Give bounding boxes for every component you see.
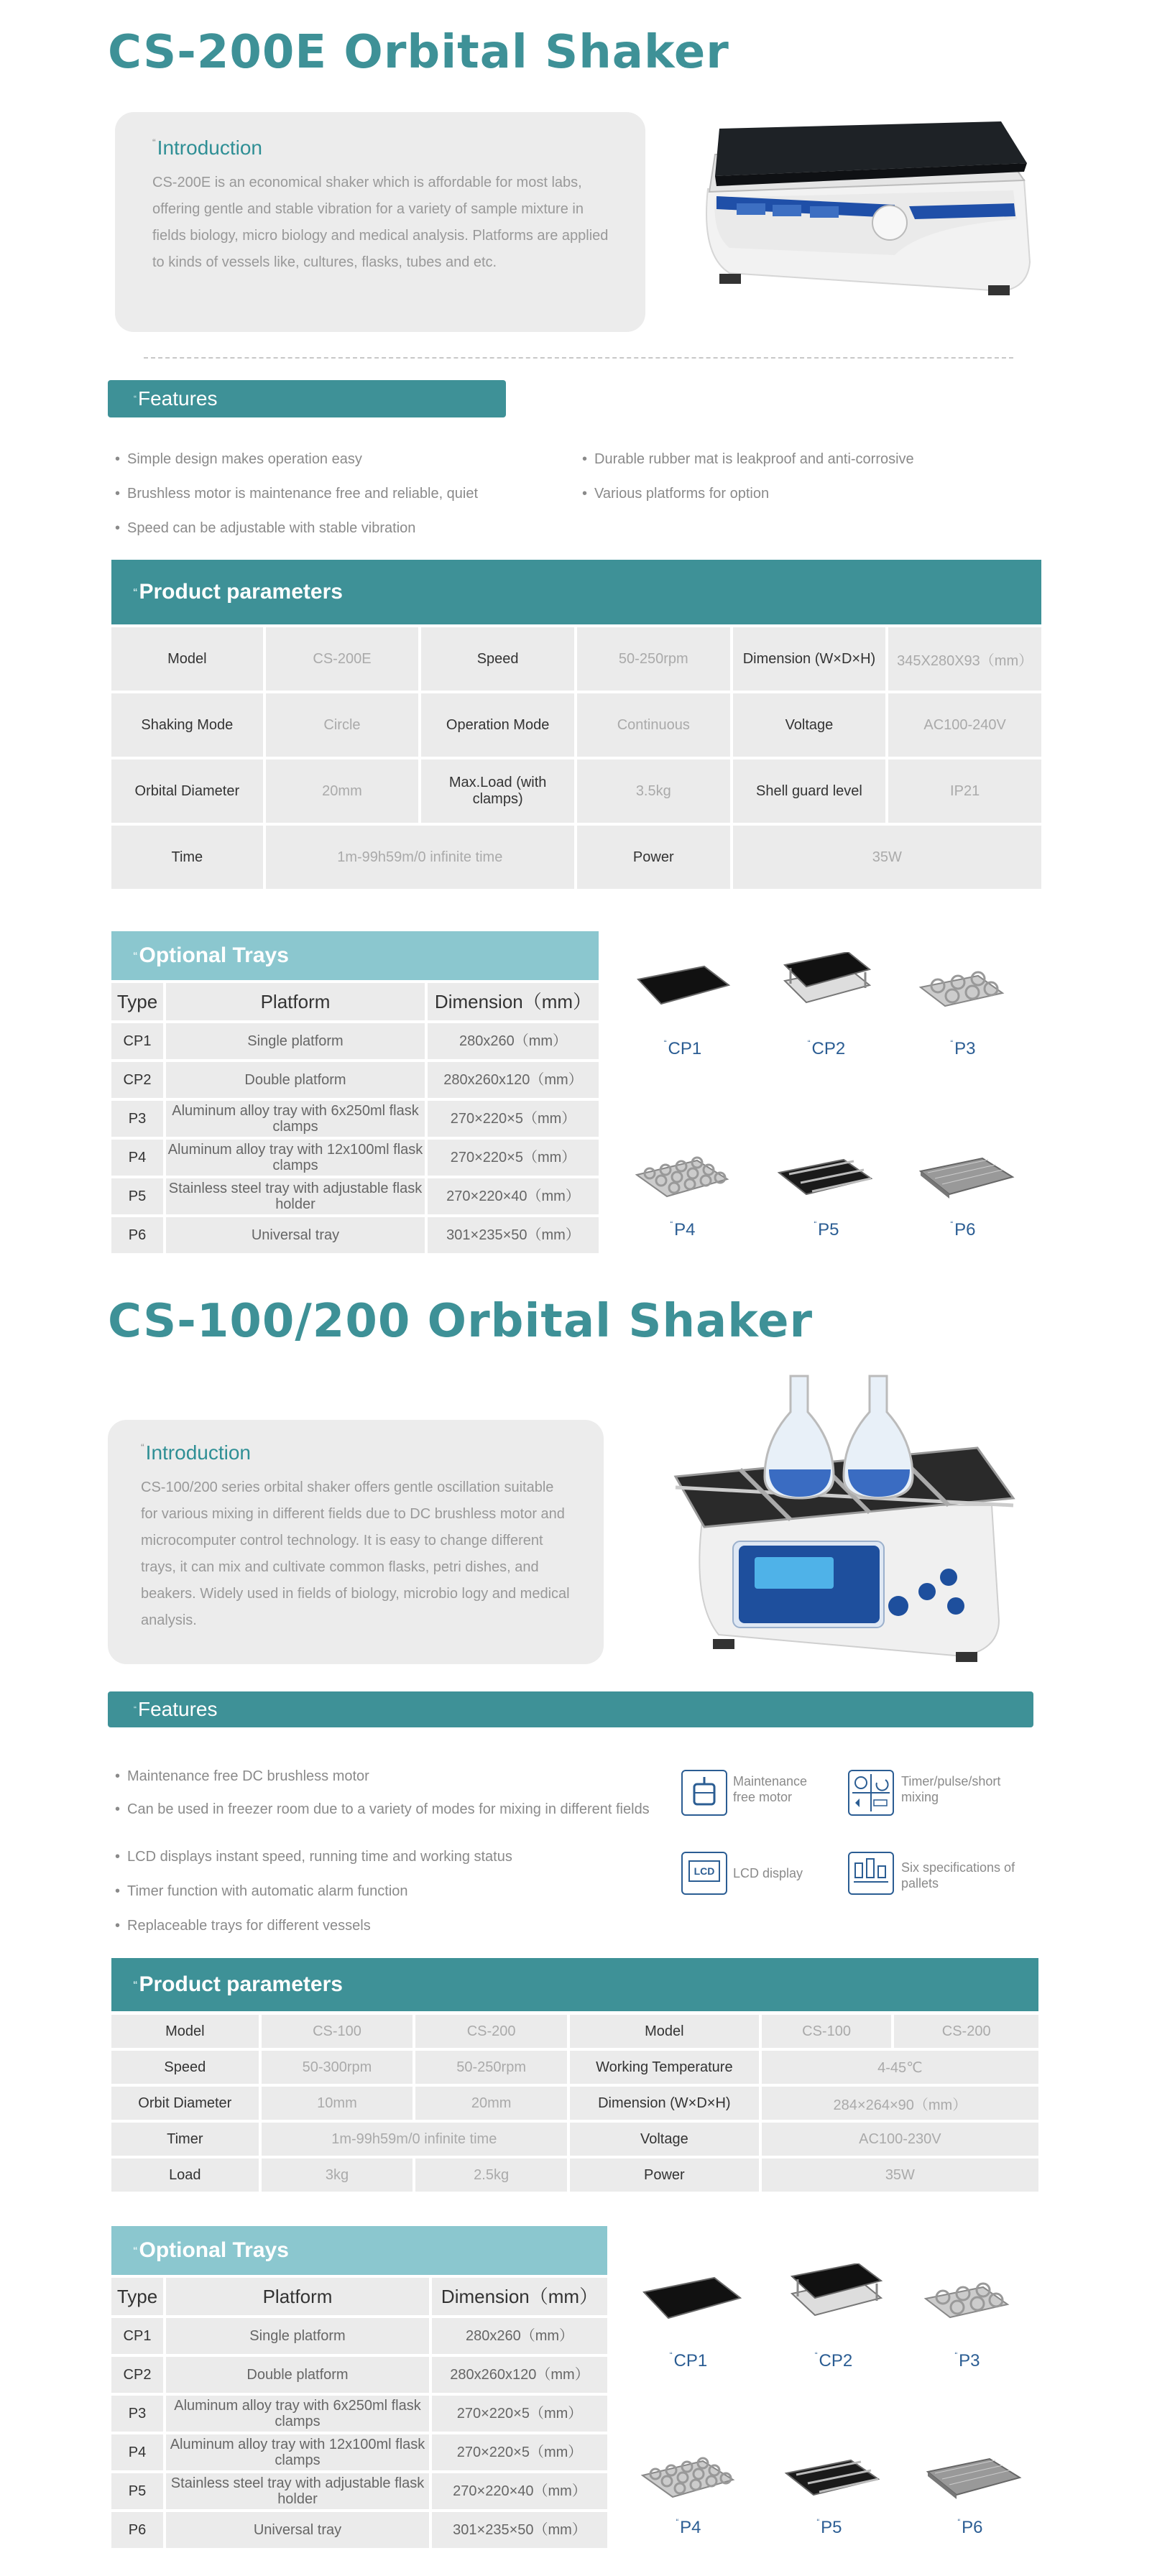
tray-p6-image [923, 2450, 1024, 2501]
tray-p6-image [916, 1150, 1017, 1200]
tray-p4-image [632, 1146, 733, 1204]
table-row: Time 1m-99h59m/0 infinite time Power 35W [111, 826, 1041, 889]
intro-heading: “Introduction [152, 137, 262, 159]
feature-item: • Speed can be adjustable with stable vibration [115, 518, 415, 538]
feature-item: • Brushless motor is maintenance free and reliable, quiet [115, 484, 478, 504]
timer-icon [848, 1770, 894, 1816]
table-row: Orbital Diameter 20mm Max.Load (with clamps) 3.5kg Shell guard level IP21 [111, 760, 1041, 823]
lcd-icon: LCD [681, 1852, 727, 1895]
tray-cp1-image [632, 959, 733, 1013]
feature-item: • Simple design makes operation easy [115, 449, 362, 469]
features-heading: “Features [108, 1691, 1033, 1727]
table-row: CP1 Single platform 280x260（mm） [111, 2318, 607, 2354]
tray-cp1-image [638, 2271, 746, 2328]
tray-label: “P5 [816, 2518, 842, 2537]
table-header-row: Type Platform Dimension（mm） [111, 2278, 607, 2315]
intro-box [108, 1420, 604, 1664]
tray-label: “P6 [950, 1220, 976, 1239]
table-row: Model CS-100 CS-200 Model CS-100 CS-200 [111, 2015, 1038, 2048]
tray-p5-image [775, 1150, 875, 1200]
tray-label: “P3 [950, 1039, 976, 1058]
pallet-icon [848, 1852, 894, 1895]
intro-text: CS-100/200 series orbital shaker offers gentle oscillation suitable for various mixing in different fields due to DC brushless motor and microcomputer control technology. It is easy to change different trays, it can mix and cultivate common flasks, petri dishes, and beakers. Widely used in fields of biology, microbio logy and medical analysis. [141, 1479, 570, 1628]
feature-item: • Timer function with automatic alarm function [115, 1881, 408, 1901]
table-row: Orbit Diameter 10mm 20mm Dimension (W×D×H) 284×264×90（mm） [111, 2087, 1038, 2120]
table-row: CP2 Double platform 280x260x120（mm） [111, 1062, 599, 1098]
optional-trays-heading: “Optional Trays [111, 2226, 607, 2275]
table-row: P4 Aluminum alloy tray with 12x100ml flask clamps 270×220×5（mm） [111, 2434, 607, 2470]
table-row: P5 Stainless steel tray with adjustable flask holder 270×220×40（mm） [111, 1178, 599, 1214]
tray-p4-image [638, 2447, 739, 2504]
tray-label: “CP2 [807, 1039, 846, 1058]
icon-label: Maintenance free motor [733, 1774, 808, 1804]
parameters-table [109, 2012, 1041, 2194]
tray-label: “P4 [670, 1220, 696, 1239]
icon-label: LCD display [733, 1866, 803, 1880]
intro-box [115, 112, 645, 332]
optional-trays-heading: “Optional Trays [111, 931, 599, 980]
table-row: P6 Universal tray 301×235×50（mm） [111, 1217, 599, 1253]
divider [144, 357, 1013, 359]
product-title: CS-100/200 Orbital Shaker [108, 1295, 814, 1348]
tray-cp2-image [783, 2263, 891, 2328]
feature-item: • Various platforms for option [582, 484, 769, 504]
intro-heading: “Introduction [141, 1441, 251, 1464]
table-row: P6 Universal tray 301×235×50（mm） [111, 2512, 607, 2548]
table-row: P3 Aluminum alloy tray with 6x250ml flask clamps 270×220×5（mm） [111, 2396, 607, 2432]
product-parameters-heading: “Product parameters [111, 560, 1041, 624]
parameters-table [109, 624, 1044, 892]
feature-item: • Maintenance free DC brushless motor [115, 1766, 369, 1786]
cs200e-shaker-image [686, 111, 1038, 305]
table-row: Model CS-200E Speed 50-250rpm Dimension (W×D×H) 345X280X93（mm） [111, 627, 1041, 691]
feature-item: • Can be used in freezer room due to a variety of modes for mixing in different fields [108, 1799, 654, 1819]
product-parameters-heading: “Product parameters [111, 1958, 1038, 2011]
table-row: Timer 1m-99h59m/0 infinite time Voltage AC100-230V [111, 2123, 1038, 2156]
trays-table [109, 980, 602, 1256]
icon-label: Six specifications of pallets [901, 1860, 1015, 1891]
table-row: P3 Aluminum alloy tray with 6x250ml flask clamps 270×220×5（mm） [111, 1101, 599, 1137]
tray-p5-image [782, 2450, 883, 2501]
tray-p3-image [916, 963, 1010, 1013]
tray-cp2-image [776, 952, 877, 1017]
table-row: P4 Aluminum alloy tray with 12x100ml flask clamps 270×220×5（mm） [111, 1140, 599, 1176]
trays-table [109, 2275, 610, 2551]
table-row: Speed 50-300rpm 50-250rpm Working Temperature 4-45℃ [111, 2051, 1038, 2084]
motor-icon [681, 1770, 727, 1816]
table-row: P5 Stainless steel tray with adjustable flask holder 270×220×40（mm） [111, 2473, 607, 2509]
tray-label: “P3 [954, 2351, 980, 2370]
feature-item: • Durable rubber mat is leakproof and anti-corrosive [582, 449, 914, 469]
tray-label: “CP1 [663, 1039, 702, 1058]
product-title: CS-200E Orbital Shaker [108, 26, 729, 79]
features-heading: “Features [108, 380, 506, 417]
table-row: Shaking Mode Circle Operation Mode Continuous Voltage AC100-240V [111, 693, 1041, 757]
intro-text: CS-200E is an economical shaker which is affordable for most labs, offering gentle and stable vibration for a variety of sample mixture in fields biology, micro biology and medical analysis. Platforms are applied to kinds of vessels like, cultures, flasks, tubes and etc. [152, 175, 609, 270]
icon-label: Timer/pulse/short mixing [901, 1774, 1001, 1804]
tray-label: “P5 [814, 1220, 839, 1239]
tray-label: “P6 [957, 2518, 983, 2537]
tray-label: “P4 [676, 2518, 701, 2537]
table-row: CP2 Double platform 280x260x120（mm） [111, 2357, 607, 2393]
tray-p3-image [921, 2274, 1015, 2325]
tray-label: “CP1 [669, 2351, 708, 2370]
feature-item: • Replaceable trays for different vessels [115, 1916, 371, 1936]
table-row: CP1 Single platform 280x260（mm） [111, 1023, 599, 1059]
tray-label: “CP2 [814, 2351, 853, 2370]
feature-item: • LCD displays instant speed, running time and working status [115, 1847, 512, 1867]
table-row: Load 3kg 2.5kg Power 35W [111, 2159, 1038, 2192]
cs100-200-shaker-image [661, 1362, 1020, 1671]
table-header-row: Type Platform Dimension（mm） [111, 983, 599, 1020]
